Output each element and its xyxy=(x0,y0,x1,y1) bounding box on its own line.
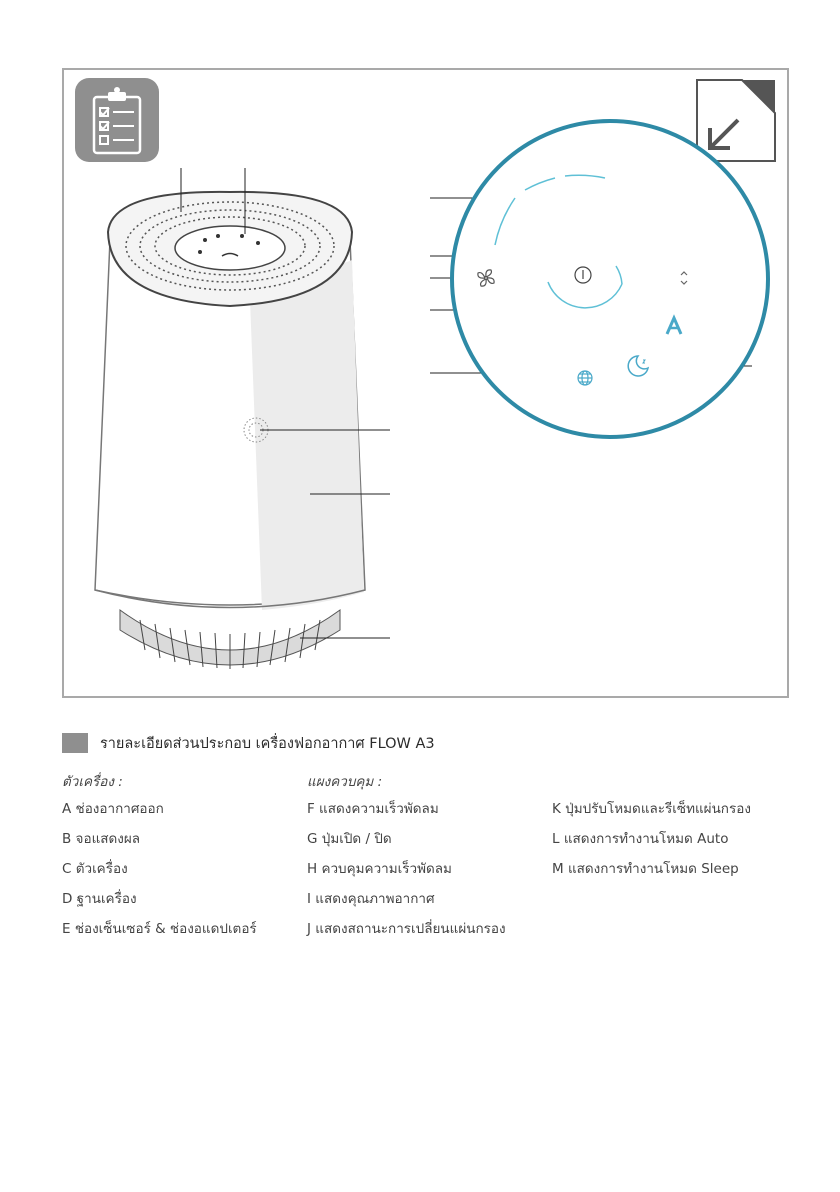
list-item: J แสดงสถานะการเปลี่ยนแผ่นกรอง xyxy=(307,921,506,937)
document-corner-arrow-icon xyxy=(697,80,775,161)
list-item: H ควบคุมความเร็วพัดลม xyxy=(307,861,452,877)
legend-marker xyxy=(62,733,88,753)
list-item: C ตัวเครื่อง xyxy=(62,861,128,877)
control-panel-column-2 xyxy=(552,770,751,890)
list-item: D ฐานเครื่อง xyxy=(62,891,137,907)
list-item: M แสดงการทำงานโหมด Sleep xyxy=(552,861,739,877)
list-item: F แสดงความเร็วพัดลม xyxy=(307,801,439,817)
list-item: G ปุ่มเปิด / ปิด xyxy=(307,831,392,847)
legend-title-text: รายละเอียดส่วนประกอบ เครื่องฟอกอากาศ FLOW A3 xyxy=(100,735,435,752)
list-item: I แสดงคุณภาพอากาศ xyxy=(307,891,435,907)
body-parts-header: ตัวเครื่อง : xyxy=(62,774,123,790)
legend-title xyxy=(62,733,435,753)
list-item: E ช่องเซ็นเซอร์ & ช่องอแดปเตอร์ xyxy=(62,921,257,937)
list-item: A ช่องอากาศออก xyxy=(62,801,164,817)
list-item: B จอแสดงผล xyxy=(62,831,141,847)
list-item: K ปุ่มปรับโหมดและรีเซ็ทแผ่นกรอง xyxy=(552,801,751,817)
body-parts-column xyxy=(62,770,257,950)
control-panel-diagram xyxy=(452,121,768,437)
control-panel-column xyxy=(307,770,506,950)
control-panel-header: แผงควบคุม : xyxy=(307,774,383,790)
list-item: L แสดงการทำงานโหมด Auto xyxy=(552,831,729,847)
clipboard-checklist-icon xyxy=(75,78,159,162)
